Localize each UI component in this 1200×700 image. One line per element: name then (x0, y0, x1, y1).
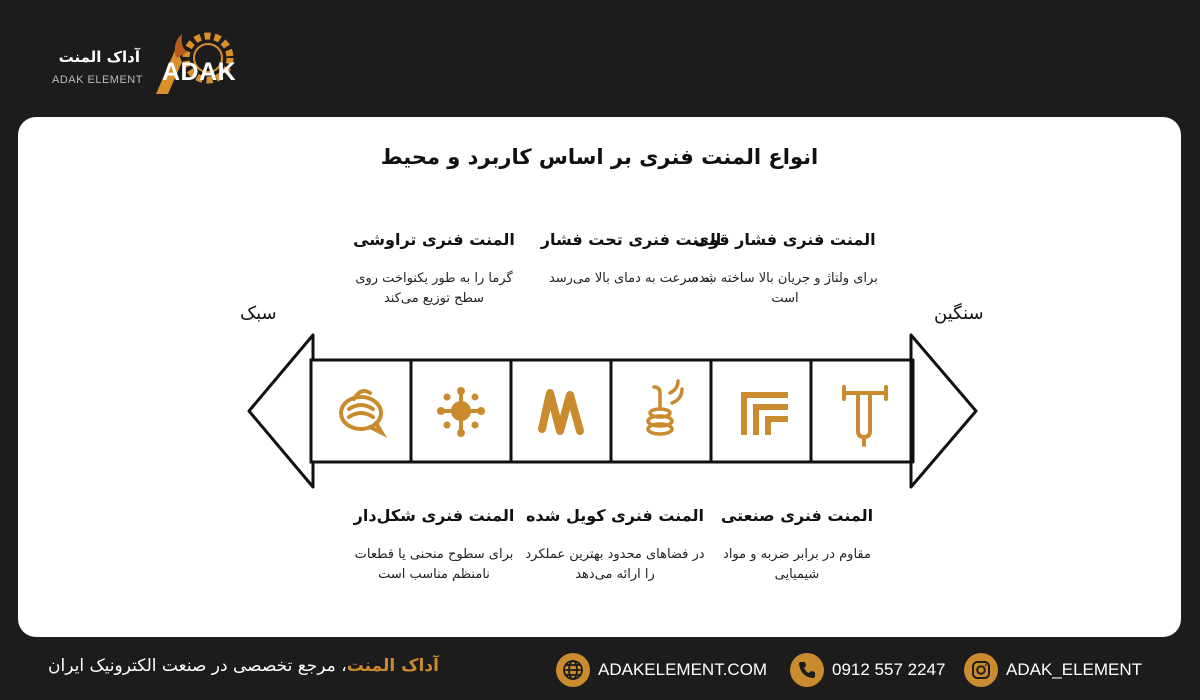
item-heading: المنت فنری شکل‌دار (353, 506, 515, 525)
footer-tagline (48, 656, 439, 676)
website-link[interactable] (556, 652, 767, 688)
icon-box-6 (811, 360, 911, 462)
item-description: به سرعت به دمای بالا می‌رسد (548, 271, 714, 286)
label-heavy: سنگین (934, 303, 984, 324)
logo-wordmark: ADAK (162, 58, 237, 86)
infographic-card (18, 117, 1181, 637)
instagram-icon (964, 653, 998, 687)
right-arrow-head (911, 335, 976, 487)
icon-box-3 (511, 360, 611, 462)
logo-name-fa: آداک المنت (58, 48, 140, 66)
item-description: گرما را به طور یکنواخت روی سطح توزیع می‌کند (355, 271, 513, 306)
footer-bar (0, 640, 1200, 700)
phone-text: 0912 557 2247 (832, 660, 946, 679)
item-description: برای ولتاژ و جریان بالا ساخته شده است (692, 271, 878, 306)
logo-name-en: ADAK ELEMENT (52, 74, 143, 86)
item-description: مقاوم در برابر ضربه و مواد شیمیایی (723, 547, 871, 582)
item-coiled-element (520, 503, 710, 585)
item-heading: المنت فنری فشار قوی (694, 230, 876, 249)
label-light: سبک (240, 303, 277, 324)
page-title: انواع المنت فنری بر اساس کاربرد و محیط (380, 145, 819, 169)
website-text: ADAKELEMENT.COM (598, 660, 768, 679)
icon-box-5 (711, 360, 811, 462)
item-heading: المنت فنری کویل شده (525, 506, 705, 525)
instagram-text: ADAK_ELEMENT (1006, 660, 1143, 679)
item-heading: المنت فنری تحت فشار (540, 230, 722, 249)
brand-logo[interactable] (50, 28, 250, 98)
instagram-link[interactable] (964, 652, 1142, 688)
phone-link[interactable] (790, 652, 945, 688)
left-arrow-head (249, 335, 313, 487)
item-description: برای سطوح منحنی یا قطعات نامنظم مناسب است (354, 547, 514, 582)
footer-tagline-text: ، مرجع تخصصی در صنعت الکترونیک ایران (48, 656, 347, 676)
phone-icon (790, 653, 824, 687)
globe-icon (556, 653, 590, 687)
item-heading: المنت فنری صنعتی (720, 506, 874, 525)
item-industrial-element (702, 503, 892, 585)
footer-brand: آداک المنت (346, 656, 439, 676)
icon-box-4 (611, 360, 711, 462)
item-description: در فضاهای محدود بهترین عملکرد را ارائه می‌دهد (525, 547, 705, 582)
item-shaped-element (339, 503, 529, 585)
item-heading: المنت فنری تراوشی (353, 230, 515, 249)
